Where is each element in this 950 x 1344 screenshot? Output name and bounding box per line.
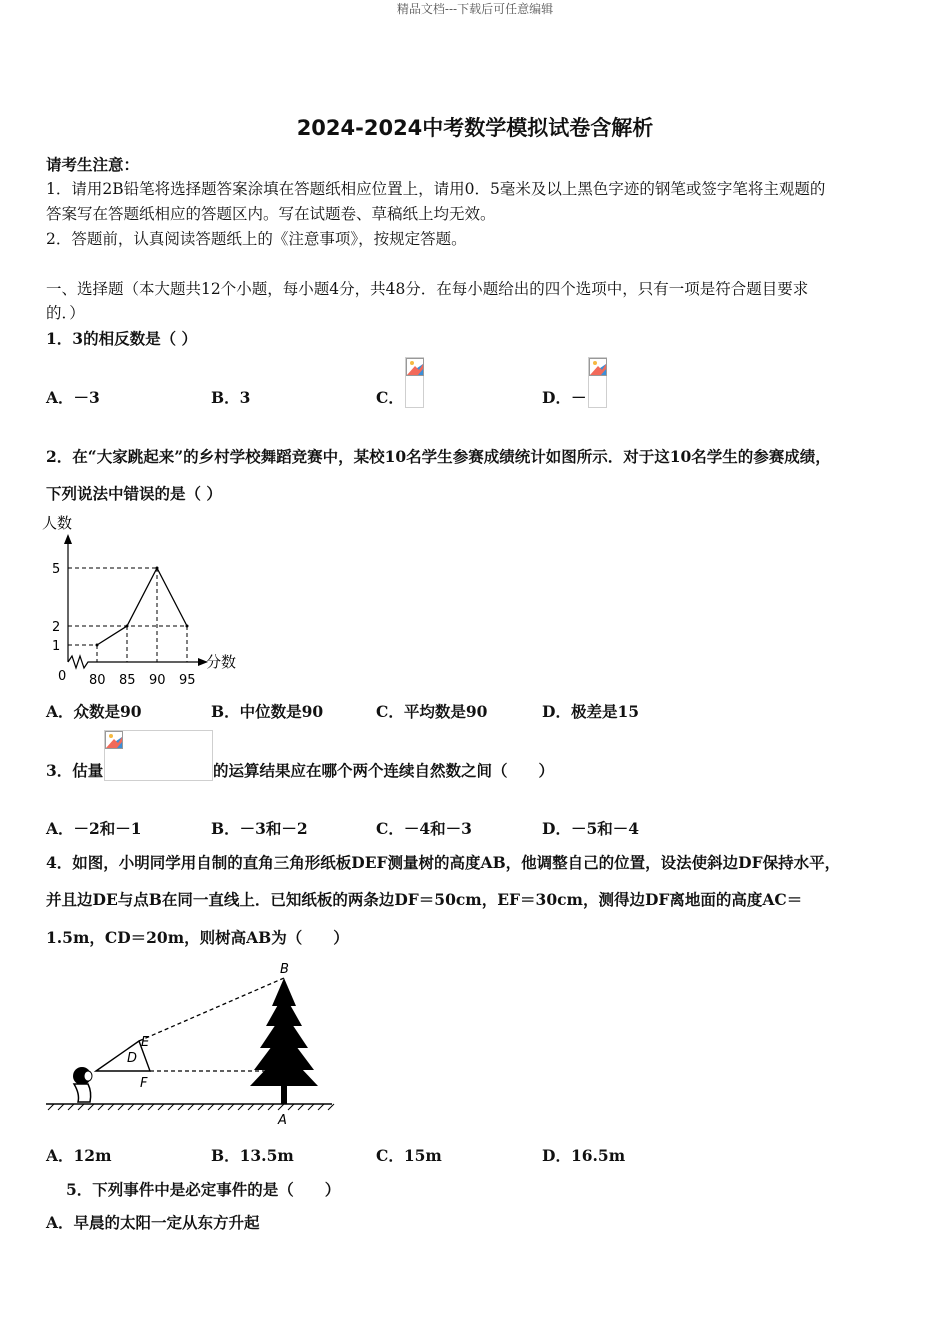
- ground-hatching: [48, 1104, 334, 1110]
- x-tick-label-85: 85: [119, 673, 136, 688]
- q3-option-d: D．－5和－4: [542, 819, 640, 838]
- q3-option-c: C．－4和－3: [376, 819, 472, 838]
- q2-stem-line1: 2．在“大家跳起来”的乡村学校舞蹈竞赛中，某校10名学生参赛成绩统计如图所示．对于这10名学生的参赛成绩，: [46, 447, 831, 466]
- data-point-95: [186, 625, 189, 628]
- broken-image-icon: [406, 358, 424, 376]
- person-figure: [73, 1067, 92, 1102]
- q1-option-d-formula-image: [588, 357, 607, 408]
- section-heading-line1: 一、选择题（本大题共12个小题，每小题4分，共48分．在每小题给出的四个选项中，只有一项是符合题目要求: [46, 280, 809, 298]
- y-tick-label-2: 2: [52, 620, 61, 635]
- q1-option-c: C．: [376, 388, 404, 407]
- notice-heading: 请考生注意：: [46, 155, 140, 174]
- tree-figure: [250, 978, 318, 1104]
- q4-option-c: C．15m: [376, 1146, 442, 1165]
- point-label-a: A: [278, 1113, 287, 1128]
- x-tick-label-80: 80: [89, 673, 106, 688]
- x-tick-label-95: 95: [179, 673, 196, 688]
- q4-stem-line3: 1.5m，CD＝20m，则树高AB为（ ）: [46, 928, 349, 947]
- notice-line-1a: 1．请用2B铅笔将选择题答案涂填在答题纸相应位置上，请用0．5毫米及以上黑色字迹的钢笔或签字笔将主观题的: [46, 180, 826, 198]
- q1-option-b: B．3: [211, 388, 251, 407]
- q4-stem-line2: 并且边DE与点B在同一直线上．已知纸板的两条边DF＝50cm，EF＝30cm，测得边DF离地面的高度AC＝: [46, 890, 803, 909]
- q2-stem-line2: 下列说法中错误的是（ ）: [46, 484, 222, 503]
- q3-option-b: B．－3和－2: [211, 819, 308, 838]
- q4-stem-line1: 4．如图，小明同学用自制的直角三角形纸板DEF测量树的高度AB，他调整自己的位置，设法使斜边DF保持水平，: [46, 853, 841, 872]
- broken-image-icon: [589, 358, 607, 376]
- y-tick-label-1: 1: [52, 639, 61, 654]
- point-label-c: C: [293, 1075, 303, 1090]
- x-tick-label-90: 90: [149, 673, 166, 688]
- broken-image-icon: [105, 731, 123, 749]
- page-title: 2024-2024中考数学模拟试卷含解析: [296, 116, 654, 140]
- y-tick-label-5: 5: [52, 562, 61, 577]
- q1-stem: 1．3的相反数是（ ）: [46, 329, 197, 348]
- notice-line-1b: 答案写在答题纸相应的答题区内。写在试题卷、草稿纸上均无效。: [46, 205, 496, 223]
- q2-option-b: B．中位数是90: [211, 702, 324, 721]
- q3-formula-image: [104, 730, 213, 781]
- q5-option-a: A．早晨的太阳一定从东方升起: [46, 1213, 260, 1232]
- q2-option-d: D．极差是15: [542, 702, 640, 721]
- origin-label: 0: [58, 669, 67, 684]
- q1-option-a: A．－3: [46, 388, 100, 407]
- y-axis-label: 人数: [42, 514, 73, 532]
- data-point-90: [156, 567, 159, 570]
- y-axis-arrow: [64, 534, 72, 544]
- q4-option-d: D．16.5m: [542, 1146, 626, 1165]
- q1-option-d: D．－: [542, 388, 587, 407]
- data-point-80: [96, 644, 99, 647]
- q3-stem-pre: 3．估量: [46, 761, 104, 780]
- tree-measurement-figure: [44, 958, 336, 1130]
- point-label-b: B: [280, 962, 289, 977]
- q2-option-a: A．众数是90: [46, 702, 142, 721]
- q1-option-c-formula-image: [405, 357, 424, 408]
- page-header-watermark: 精品文档---下载后可任意编辑: [396, 2, 554, 16]
- point-label-d: D: [127, 1051, 138, 1066]
- q4-option-a: A．12m: [46, 1146, 112, 1165]
- data-point-85: [126, 625, 129, 628]
- x-axis: [68, 656, 202, 668]
- sight-line-db: [139, 978, 284, 1041]
- q3-option-a: A．－2和－1: [46, 819, 142, 838]
- q5-stem: 5．下列事件中是必定事件的是（ ）: [66, 1180, 341, 1199]
- q4-option-b: B．13.5m: [211, 1146, 294, 1165]
- point-label-f: F: [140, 1076, 148, 1091]
- q3-stem-post: 的运算结果应在哪个两个连续自然数之间（ ）: [213, 761, 555, 780]
- notice-line-2: 2．答题前，认真阅读答题纸上的《注意事项》，按规定答题。: [46, 230, 467, 248]
- point-label-e: E: [141, 1035, 150, 1050]
- x-axis-label: 分数: [206, 653, 237, 671]
- score-line-chart: [40, 510, 250, 690]
- series-line: [97, 568, 187, 645]
- q2-option-c: C．平均数是90: [376, 702, 488, 721]
- section-heading-line2: 的．）: [46, 304, 85, 322]
